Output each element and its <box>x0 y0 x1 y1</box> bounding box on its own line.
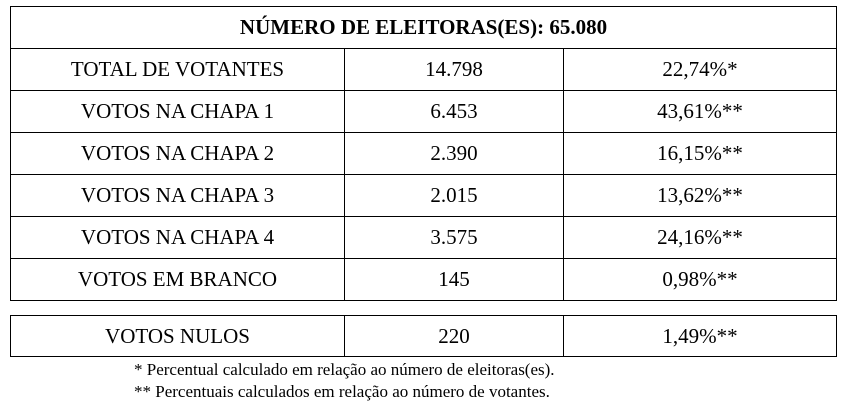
row-percent: 13,62%** <box>564 175 837 217</box>
row-count: 6.453 <box>345 91 564 133</box>
table-header-row <box>11 7 837 49</box>
row-label: VOTOS NA CHAPA 1 <box>11 91 345 133</box>
row-percent: 22,74%* <box>564 49 837 91</box>
table-row <box>11 133 837 175</box>
row-percent: 16,15%** <box>564 133 837 175</box>
footnote-double-asterisk: ** Percentuais calculados em relação ao número de votantes. <box>134 382 550 401</box>
row-label: VOTOS NA CHAPA 2 <box>11 133 345 175</box>
row-label: VOTOS NA CHAPA 4 <box>11 217 345 259</box>
table-row <box>11 49 837 91</box>
row-percent: 0,98%** <box>564 259 837 301</box>
row-label: TOTAL DE VOTANTES <box>11 49 345 91</box>
row-percent: 1,49%** <box>564 316 837 357</box>
table-row <box>11 259 837 301</box>
null-votes-table <box>10 315 837 357</box>
row-count: 2.015 <box>345 175 564 217</box>
voters-count-header: NÚMERO DE ELEITORAS(ES): 65.080 <box>11 7 837 49</box>
table-row <box>11 217 837 259</box>
row-label: VOTOS NULOS <box>11 316 345 357</box>
footnote-single-asterisk: * Percentual calculado em relação ao número de eleitoras(es). <box>134 360 555 379</box>
row-count: 2.390 <box>345 133 564 175</box>
row-label: VOTOS NA CHAPA 3 <box>11 175 345 217</box>
table-row <box>11 175 837 217</box>
row-percent: 24,16%** <box>564 217 837 259</box>
row-count: 145 <box>345 259 564 301</box>
row-label: VOTOS EM BRANCO <box>11 259 345 301</box>
table-row <box>11 91 837 133</box>
results-table <box>10 6 837 301</box>
row-count: 3.575 <box>345 217 564 259</box>
row-count: 14.798 <box>345 49 564 91</box>
row-percent: 43,61%** <box>564 91 837 133</box>
row-count: 220 <box>345 316 564 357</box>
footnotes <box>134 359 555 403</box>
table-row <box>11 316 837 357</box>
